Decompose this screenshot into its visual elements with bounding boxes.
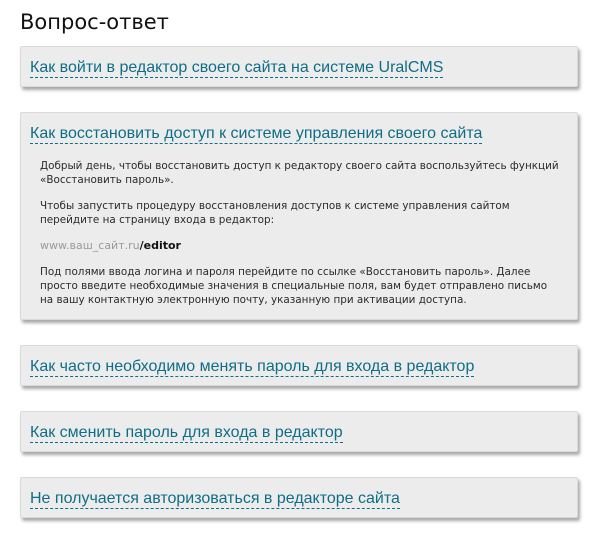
faq-question-restore-access-link[interactable]: Как восстановить доступ к системе управления своего сайта (30, 125, 483, 142)
faq-answer (40, 159, 561, 307)
editor-url-domain: www.ваш_сайт.ru (40, 239, 140, 252)
answer-paragraph-intro: Добрый день, чтобы восстановить доступ к редактору своего сайта воспользуйтесь функций «Восстановить пароль». (40, 160, 559, 186)
faq-item-restore-access (20, 112, 578, 320)
faq-question-auth-problem-link[interactable]: Не получается авторизоваться в редакторе сайта (30, 490, 400, 507)
faq-item-change-password (20, 411, 578, 452)
faq-question-login-link[interactable]: Как войти в редактор своего сайта на системе UralCMS (30, 59, 444, 76)
answer-paragraph-steps: Под полями ввода логина и пароля перейдите по ссылке «Восстановить пароль». Далее просто введите необходимые значения в специальные поля, вам будет отправлено письмо на вашу контактную электронную почту, указанную при активации доступа. (40, 266, 548, 306)
faq-question-change-password-link[interactable]: Как сменить пароль для входа в редактор (30, 424, 343, 441)
faq-item-login (20, 46, 578, 87)
answer-paragraph-instructions: Чтобы запустить процедуру восстановления доступов к системе управления сайтом перейдите на страницу входа в редактор: (40, 200, 510, 226)
page-title: Вопрос-ответ (20, 10, 169, 34)
faq-item-password-frequency (20, 345, 578, 386)
faq-list (20, 46, 578, 543)
faq-item-auth-problem (20, 477, 578, 518)
editor-url-path: /editor (139, 239, 181, 252)
editor-url (40, 239, 561, 253)
faq-question-password-frequency-link[interactable]: Как часто необходимо менять пароль для входа в редактор (30, 358, 475, 375)
